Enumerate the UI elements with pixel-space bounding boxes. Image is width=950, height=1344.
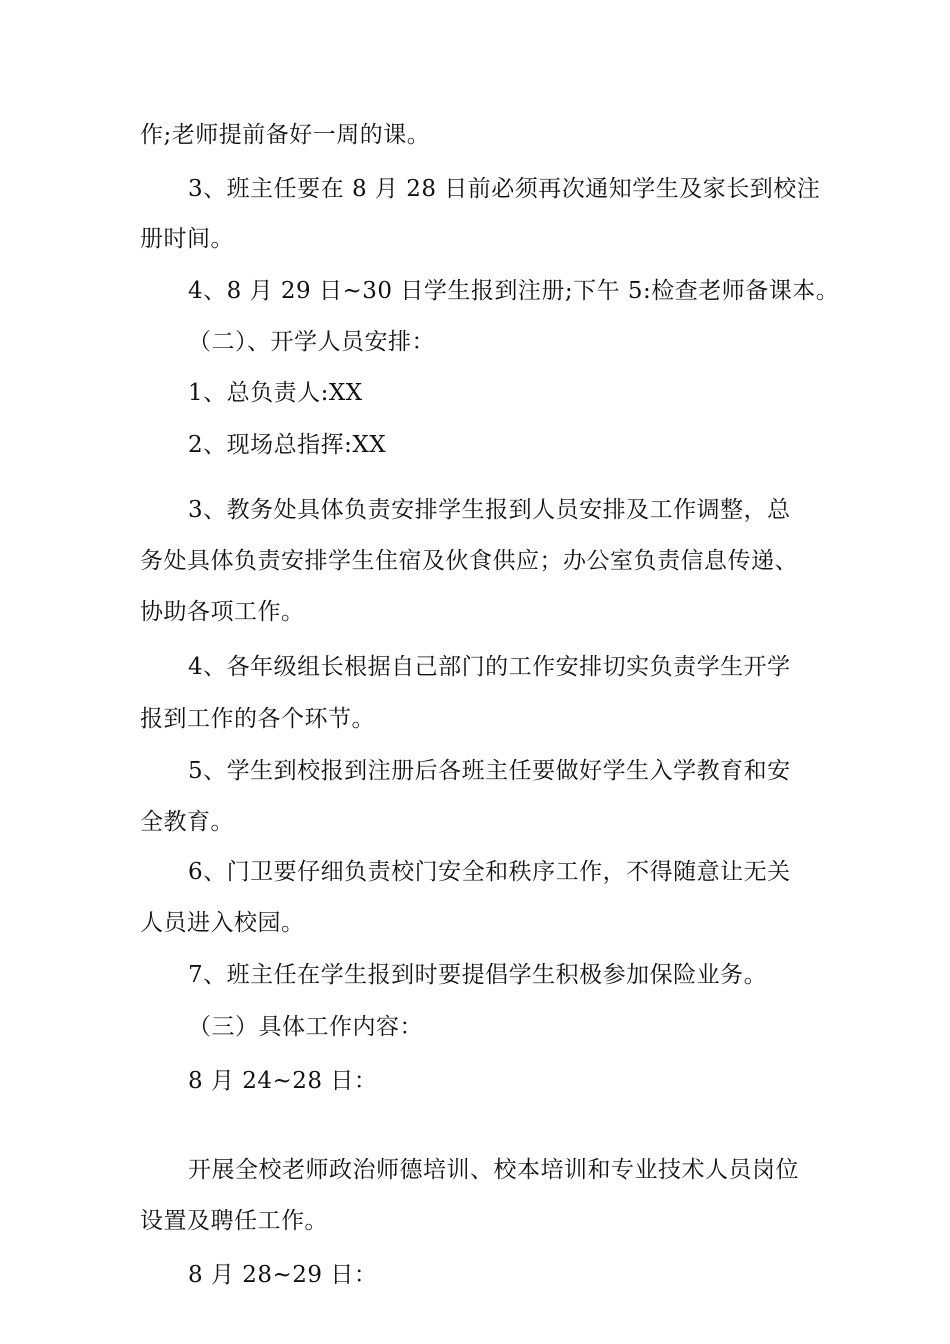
section-heading: （二）、开学人员安排： [188,329,435,355]
paragraph-line: 人员进入校园。 [140,910,305,936]
paragraph-line: 报到工作的各个环节。 [140,706,375,732]
section-heading: （三）具体工作内容： [188,1014,423,1040]
paragraph-line: 2、现场总指挥:XX [188,432,387,458]
paragraph-line: 4、各年级组长根据自己部门的工作安排切实负责学生开学 [188,654,791,680]
paragraph-line: 协助各项工作。 [140,599,305,625]
paragraph-line: 全教育。 [140,809,234,835]
paragraph-line: 1、总负责人:XX [188,380,363,406]
paragraph-line: 5、学生到校报到注册后各班主任要做好学生入学教育和安 [188,758,791,784]
paragraph-line: 4、8 月 29 日~30 日学生报到注册;下午 5:检查老师备课本。 [188,278,840,304]
date-heading: 8 月 24~28 日： [188,1068,378,1094]
paragraph-line: 册时间。 [140,226,234,252]
paragraph-line: 开展全校老师政治师德培训、校本培训和专业技术人员岗位 [188,1157,799,1183]
paragraph-line: 3、教务处具体负责安排学生报到人员安排及工作调整，总 [188,497,791,523]
paragraph-line: 设置及聘任工作。 [140,1208,328,1234]
paragraph-line: 务处具体负责安排学生住宿及伙食供应；办公室负责信息传递、 [140,548,798,574]
paragraph-line: 作;老师提前备好一周的课。 [140,122,431,148]
date-heading: 8 月 28~29 日： [188,1262,378,1288]
paragraph-line: 7、班主任在学生报到时要提倡学生积极参加保险业务。 [188,962,768,988]
paragraph-line: 6、门卫要仔细负责校门安全和秩序工作，不得随意让无关 [188,859,791,885]
paragraph-line: 3、班主任要在 8 月 28 日前必须再次通知学生及家长到校注 [188,176,821,202]
